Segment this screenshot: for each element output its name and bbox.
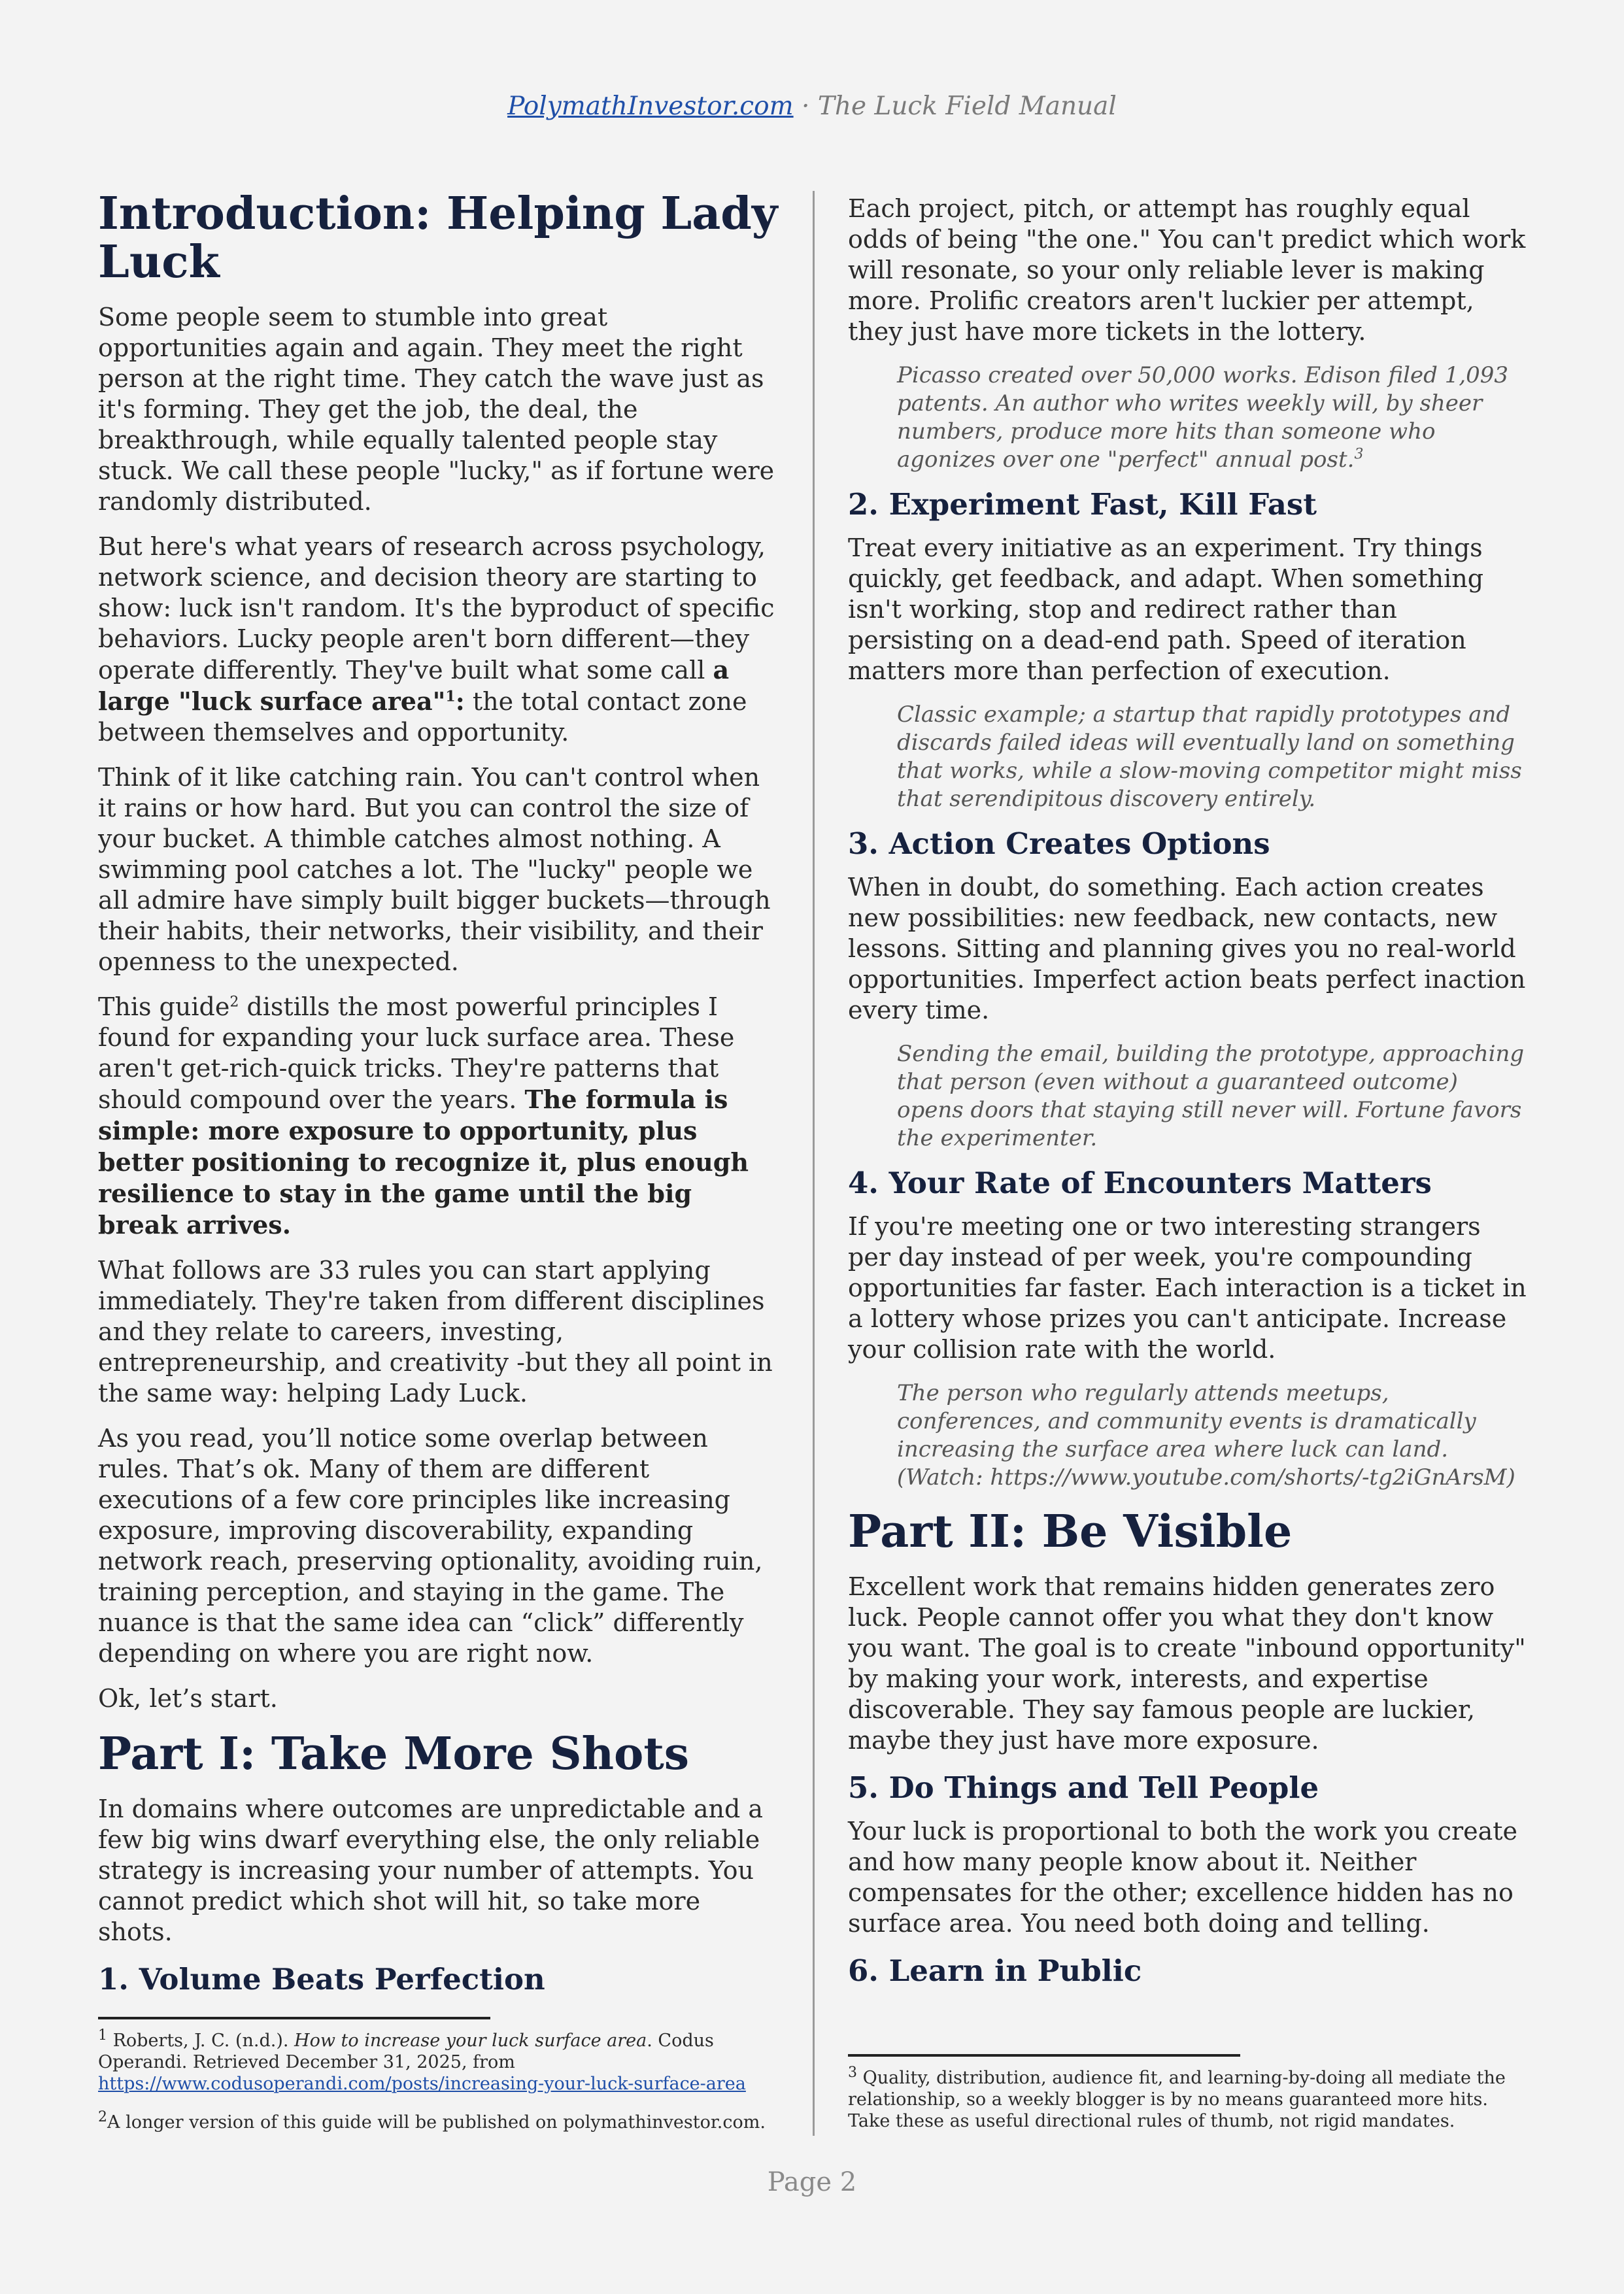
fn1-title: How to increase your luck surface area	[294, 2031, 647, 2051]
rule3-heading: 3. Action Creates Options	[848, 826, 1270, 861]
rule1-heading: 1. Volume Beats Perfection	[98, 1962, 545, 1997]
intro-paragraph-6: As you read, you’ll notice some overlap between rules. That’s ok. Many of them are different executions of a few core principles like increasing exposure, improving discoverability, expanding network reach, preserving optionality, avoiding ruin, training perception, and staying in the game. The nuance is that the same idea can “click” differently depending on where you are right now.	[98, 1424, 763, 1668]
rule4-paragraph: If you're meeting one or two interesting strangers per day instead of per week, you're compounding opportunities far faster. Each interaction is a ticket in a lottery whose prizes you can't anticipate. Increase your collision rate with the world.	[848, 1212, 1527, 1364]
part2-paragraph: Excellent work that remains hidden generates zero luck. People cannot offer you what they don't know you want. The goal is to create "inbound opportunity" by making your work, interests, and expertise discoverable. They say famous people are luckier, maybe they just have more exposure.	[848, 1572, 1526, 1755]
rule4-quote: The person who regularly attends meetups, conferences, and community events is dramatically increasing the surface area where luck can land. (Watch: https://www.youtube.com/shorts/-tg2iGnArsM)	[897, 1380, 1515, 1491]
rule4-heading: 4. Your Rate of Encounters Matters	[848, 1166, 1432, 1200]
fn1-marker: 1	[98, 2027, 107, 2044]
footnote-ref-2[interactable]: 2	[229, 994, 239, 1011]
rule6-heading: 6. Learn in Public	[848, 1953, 1142, 1988]
p4-bold: The formula is simple: more exposure to opportunity, plus better positioning to recognize it, plus enough resilience to stay in the game until the big break arrives.	[98, 1085, 749, 1240]
fn1-text-a: Roberts, J. C. (n.d.).	[107, 2031, 295, 2051]
fn1-text-b: . Codus Operandi. Retrieved December 31, 2025, from	[98, 2031, 714, 2072]
fn2-text: A longer version of this guide will be published on polymathinvestor.com.	[107, 2112, 766, 2133]
fn3-text: Quality, distribution, audience fit, and learning-by-doing all mediate the relationship, so a weekly blogger is by no means guaranteed more hits. Take these as useful directional rules of thumb, not rigid mandates.	[848, 2068, 1506, 2131]
intro-paragraph-7: Ok, let’s start.	[98, 1684, 278, 1713]
rule3-quote: Sending the email, building the prototype, approaching that person (even without a guaranteed outcome) opens doors that staying still never will. Fortune favors the experimenter.	[897, 1041, 1525, 1151]
manual-title: The Luck Field Manual	[817, 92, 1117, 121]
footnote-rule-left	[98, 2017, 490, 2019]
p2-colon: :	[455, 686, 465, 716]
footnote-rule-right	[848, 2054, 1240, 2057]
right-column	[848, 194, 1528, 2076]
intro-paragraph-2	[98, 531, 778, 748]
p2-text-a: But here's what years of research across psychology, network science, and decision theory are starting to show: luck isn't random. It's the byproduct of specific behaviors. Lucky people aren't born different—they operate differently. They've built what some call	[98, 532, 775, 684]
intro-paragraph-1: Some people seem to stumble into great opportunities again and again. They meet the right person at the right time. They catch the wave just as it's forming. They get the job, the deal, the breakthrough, while equally talented people stay stuck. We call these people "lucky," as if fortune were randomly distributed.	[98, 303, 775, 516]
part2-heading: Part II: Be Visible	[848, 1506, 1293, 1558]
column-divider	[813, 191, 815, 2136]
rule5-heading: 5. Do Things and Tell People	[848, 1770, 1319, 1805]
rule5-paragraph: Your luck is proportional to both the work you create and how many people know about it. Neither compensates for the other; excellence hidden has no surface area. You need both doing and telling.	[848, 1817, 1518, 1938]
fn3-marker: 3	[848, 2065, 857, 2081]
page-number: Page 2	[767, 2167, 857, 2197]
intro-paragraph-4	[98, 992, 778, 1241]
p2-text-b: the total contact zone between themselves and opportunity.	[98, 687, 747, 747]
part1-heading: Part I: Take More Shots	[98, 1728, 690, 1780]
intro-paragraph-3: Think of it like catching rain. You can't control when it rains or how hard. But you can control the size of your bucket. A thimble catches almost nothing. A swimming pool catches a lot. The "lucky" people we all admire have simply built bigger buckets—through their habits, their networks, their visibility, and their openness to the unexpected.	[98, 763, 771, 976]
rule3-paragraph: When in doubt, do something. Each action creates new possibilities: new feedback, new contacts, new lessons. Sitting and planning gives you no real-world opportunities. Imperfect action beats perfect inaction every time.	[848, 873, 1526, 1024]
rule1-quote	[897, 362, 1528, 474]
intro-heading: Introduction: Helping Lady Luck	[98, 188, 778, 288]
header-separator: ·	[793, 92, 818, 121]
fn2-marker: 2	[98, 2109, 107, 2125]
fn1-link[interactable]: https://www.codusoperandi.com/posts/increasing-your-luck-surface-area	[98, 2074, 746, 2094]
rule1-quote-text: Picasso created over 50,000 works. Edison filed 1,093 patents. An author who writes weekly will, by sheer numbers, produce more hits than someone who agonizes over one "perfect" annual post.	[897, 362, 1509, 473]
p2-bold-text: a large "luck surface area"	[98, 655, 730, 716]
left-column	[98, 190, 778, 2072]
footnote-2	[98, 2109, 778, 2133]
footnote-3	[848, 2067, 1528, 2132]
site-link[interactable]: PolymathInvestor.com	[507, 92, 794, 121]
footnote-ref-3[interactable]: 3	[1354, 446, 1364, 463]
rule1-paragraph: Each project, pitch, or attempt has roughly equal odds of being "the one." You can't predict which work will resonate, so your only reliable lever is making more. Prolific creators aren't luckier per attempt, they just have more tickets in the lottery.	[848, 194, 1526, 346]
running-header	[0, 92, 1624, 121]
footnote-ref-1[interactable]: 1	[445, 688, 456, 705]
rule2-paragraph: Treat every initiative as an experiment. Try things quickly, get feedback, and adapt. When something isn't working, stop and redirect rather than persisting on a dead-end path. Speed of iteration matters more than perfection of execution.	[848, 533, 1484, 685]
footnote-1	[98, 2027, 778, 2095]
rule2-quote: Classic example; a startup that rapidly prototypes and discards failed ideas will eventually land on something that works, while a slow-moving competitor might miss that serendipitous discovery entirely.	[897, 701, 1522, 812]
part1-paragraph: In domains where outcomes are unpredictable and a few big wins dwarf everything else, the only reliable strategy is increasing your number of attempts. You cannot predict which shot will hit, so take more shots.	[98, 1795, 764, 1946]
intro-paragraph-5: What follows are 33 rules you can start applying immediately. They're taken from different disciplines and they relate to careers, investing, entrepreneurship, and creativity -but they all point in the same way: helping Lady Luck.	[98, 1256, 773, 1408]
rule2-heading: 2. Experiment Fast, Kill Fast	[848, 487, 1317, 522]
p4-text-a: This guide	[98, 992, 230, 1021]
p4-text-b: distills the most powerful principles I found for expanding your luck surface area. These aren't get-rich-quick tricks. They're patterns that should compound over the years.	[98, 992, 735, 1114]
